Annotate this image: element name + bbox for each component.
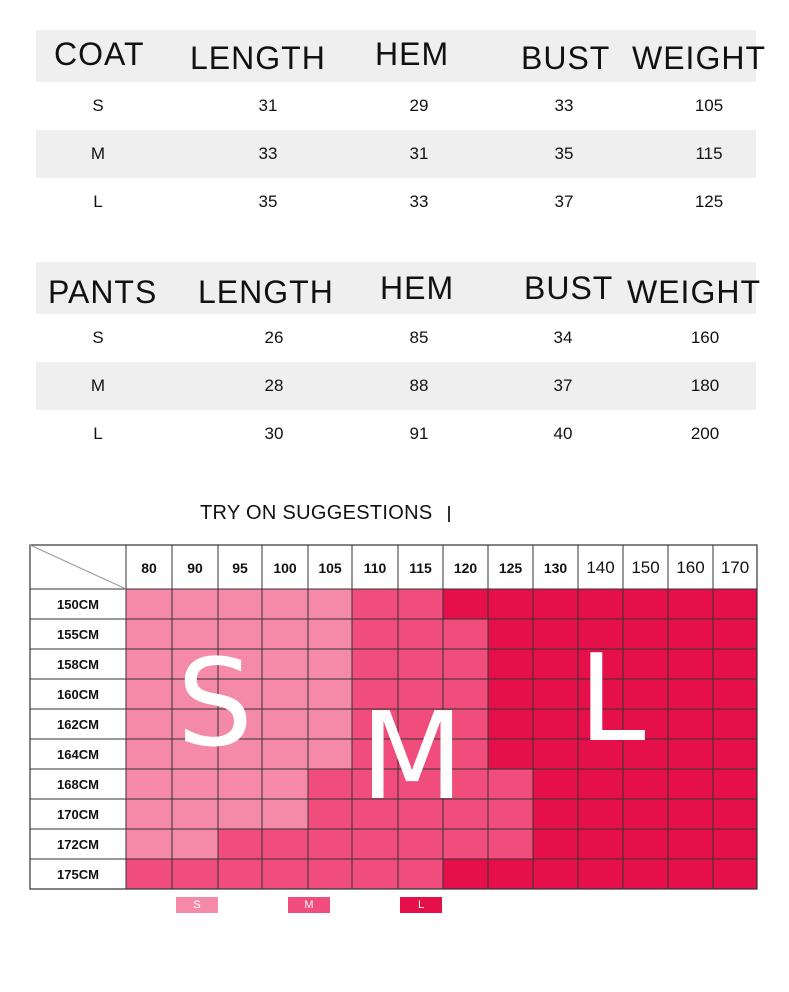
grid-cell-s [262,619,308,649]
grid-cell-s [262,709,308,739]
coat-size: L [93,192,103,211]
height-label: 155CM [57,627,99,642]
coat-size: S [92,96,104,115]
grid-cell-s [308,739,352,769]
grid-cell-l [713,859,757,889]
coat-weight: 105 [694,96,724,115]
grid-cell-s [172,589,218,619]
grid-cell-m [172,859,218,889]
grid-cell-s [308,589,352,619]
grid-cell-m [488,799,533,829]
pants-size: S [92,328,104,347]
grid-cell-l [713,769,757,799]
weight-label: 95 [232,560,248,576]
weight-label: 115 [409,560,432,576]
grid-cell-s [126,589,172,619]
grid-cell-m [262,859,308,889]
weight-label: 125 [498,560,523,576]
coat-hem: 29 [409,96,429,115]
grid-cell-l [533,829,578,859]
grid-cell-l [533,799,578,829]
pants-length: 28 [264,376,284,395]
pants-header-weight: WEIGHT [627,274,761,310]
grid-cell-m [488,829,533,859]
grid-cell-m [262,829,308,859]
grid-cell-m [443,649,488,679]
coat-header-weight: WEIGHT [632,40,766,76]
grid-cell-l [488,859,533,889]
coat-size: M [90,144,106,163]
pants-header-length: LENGTH [198,274,334,310]
big-size-letter-l: L [578,630,646,769]
grid-cell-l [668,589,713,619]
grid-cell-m [398,829,443,859]
grid-cell-m [352,619,398,649]
grid-cell-l [533,739,578,769]
grid-cell-l [668,739,713,769]
grid-cell-l [668,769,713,799]
legend-swatch-m: M [288,897,330,913]
grid-cell-l [533,649,578,679]
coat-hem: 31 [409,144,429,163]
grid-cell-l [443,589,488,619]
grid-cell-s [308,709,352,739]
grid-cell-l [713,619,757,649]
pants-header-hem: HEM [380,270,455,306]
grid-cell-s [262,589,308,619]
coat-length: 33 [258,144,278,163]
pants-weight: 180 [690,376,720,395]
pants-weight: 200 [690,424,720,443]
grid-cell-m [398,619,443,649]
pants-hem: 88 [409,376,429,395]
grid-cell-l [668,649,713,679]
big-size-letter-m: M [360,688,464,827]
grid-cell-l [488,739,533,769]
weight-label: 160 [676,558,705,577]
pants-size: L [93,424,103,443]
pants-weight: 160 [690,328,720,347]
grid-cell-s [308,679,352,709]
grid-cell-l [488,679,533,709]
height-label: 160CM [57,687,99,702]
grid-cell-l [578,589,623,619]
height-label: 172CM [57,837,99,852]
height-label: 158CM [57,657,99,672]
grid-cell-m [398,589,443,619]
weight-label: 150 [631,558,660,577]
grid-cell-m [398,649,443,679]
weight-label: 90 [187,560,203,576]
pants-header-label: PANTS [48,274,158,310]
grid-cell-s [126,739,172,769]
grid-cell-l [668,829,713,859]
grid-cell-l [668,679,713,709]
grid-cell-l [713,799,757,829]
weight-label: 105 [318,560,342,576]
pants-bust: 40 [553,424,573,443]
grid-cell-l [578,799,623,829]
grid-cell-m [352,649,398,679]
coat-weight: 115 [695,144,723,163]
grid-cell-l [713,589,757,619]
grid-cell-s [126,709,172,739]
coat-bust: 37 [554,192,574,211]
grid-cell-s [126,619,172,649]
legend-swatch-l: L [400,897,442,913]
grid-cell-l [578,769,623,799]
coat-length: 35 [258,192,278,211]
grid-cell-s [308,619,352,649]
height-label: 164CM [57,747,99,762]
coat-bust: 33 [554,96,574,115]
height-label: 162CM [57,717,99,732]
grid-cell-l [713,649,757,679]
grid-cell-l [488,619,533,649]
grid-cell-l [443,859,488,889]
grid-cell-l [623,769,668,799]
weight-label: 130 [543,560,568,576]
grid-cell-l [713,739,757,769]
pants-bust: 37 [553,376,573,395]
pants-bust: 34 [553,328,573,347]
height-label: 170CM [57,807,99,822]
coat-header-bust: BUST [521,40,611,76]
grid-cell-s [262,649,308,679]
grid-cell-l [713,709,757,739]
grid-cell-s [262,679,308,709]
height-label: 175CM [57,867,99,882]
grid-cell-s [262,769,308,799]
grid-cell-l [488,589,533,619]
grid-cell-m [218,859,262,889]
corner-diagonal [30,545,126,589]
grid-cell-l [623,589,668,619]
grid-cell-m [308,859,352,889]
pants-length: 26 [264,328,284,347]
grid-cell-l [488,649,533,679]
weight-label: 100 [273,560,297,576]
grid-cell-m [308,799,352,829]
grid-cell-s [172,829,218,859]
grid-cell-s [308,649,352,679]
grid-cell-l [533,679,578,709]
grid-cell-m [352,829,398,859]
grid-cell-l [533,769,578,799]
weight-label: 170 [720,558,750,577]
height-label: 150CM [57,597,99,612]
pants-hem: 85 [409,328,429,347]
grid-cell-s [126,649,172,679]
pants-hem: 91 [409,424,429,443]
grid-cell-s [126,679,172,709]
grid-cell-l [668,859,713,889]
grid-cell-l [623,799,668,829]
grid-cell-l [713,679,757,709]
weight-label: 110 [363,560,387,576]
big-size-letter-s: S [176,635,254,774]
pants-header-bust: BUST [524,270,614,306]
grid-cell-m [352,589,398,619]
grid-cell-m [352,859,398,889]
coat-length: 31 [258,96,278,115]
grid-cell-l [533,859,578,889]
grid-cell-s [172,799,218,829]
weight-label: 140 [586,558,615,577]
grid-cell-s [218,589,262,619]
coat-header-label: COAT [54,36,145,72]
grid-cell-m [308,769,352,799]
coat-bust: 35 [554,144,574,163]
grid-cell-s [126,829,172,859]
height-label: 168CM [57,777,99,792]
grid-cell-l [533,589,578,619]
pants-size: M [90,376,106,395]
grid-cell-s [262,799,308,829]
coat-header-hem: HEM [375,36,450,72]
grid-cell-l [623,859,668,889]
grid-cell-m [126,859,172,889]
grid-cell-l [578,829,623,859]
grid-cell-s [126,799,172,829]
coat-header-length: LENGTH [190,40,326,76]
grid-cell-m [443,619,488,649]
grid-cell-l [533,619,578,649]
grid-cell-s [218,799,262,829]
coat-weight: 125 [694,192,724,211]
grid-cell-l [713,829,757,859]
grid-cell-l [668,709,713,739]
legend-swatch-s: S [176,897,218,913]
grid-cell-l [668,619,713,649]
grid-cell-m [443,829,488,859]
weight-label: 80 [141,560,157,576]
pants-length: 30 [264,424,284,443]
grid-cell-m [488,769,533,799]
grid-cell-m [308,829,352,859]
grid-cell-l [668,799,713,829]
grid-cell-m [398,859,443,889]
weight-label: 120 [453,560,478,576]
grid-cell-l [488,709,533,739]
coat-hem: 33 [409,192,429,211]
grid-cell-s [126,769,172,799]
grid-cell-s [262,739,308,769]
grid-cell-l [623,829,668,859]
grid-cell-m [218,829,262,859]
grid-cell-l [578,859,623,889]
grid-cell-l [533,709,578,739]
try-on-suggestions-title: TRY ON SUGGESTIONS [200,502,433,524]
